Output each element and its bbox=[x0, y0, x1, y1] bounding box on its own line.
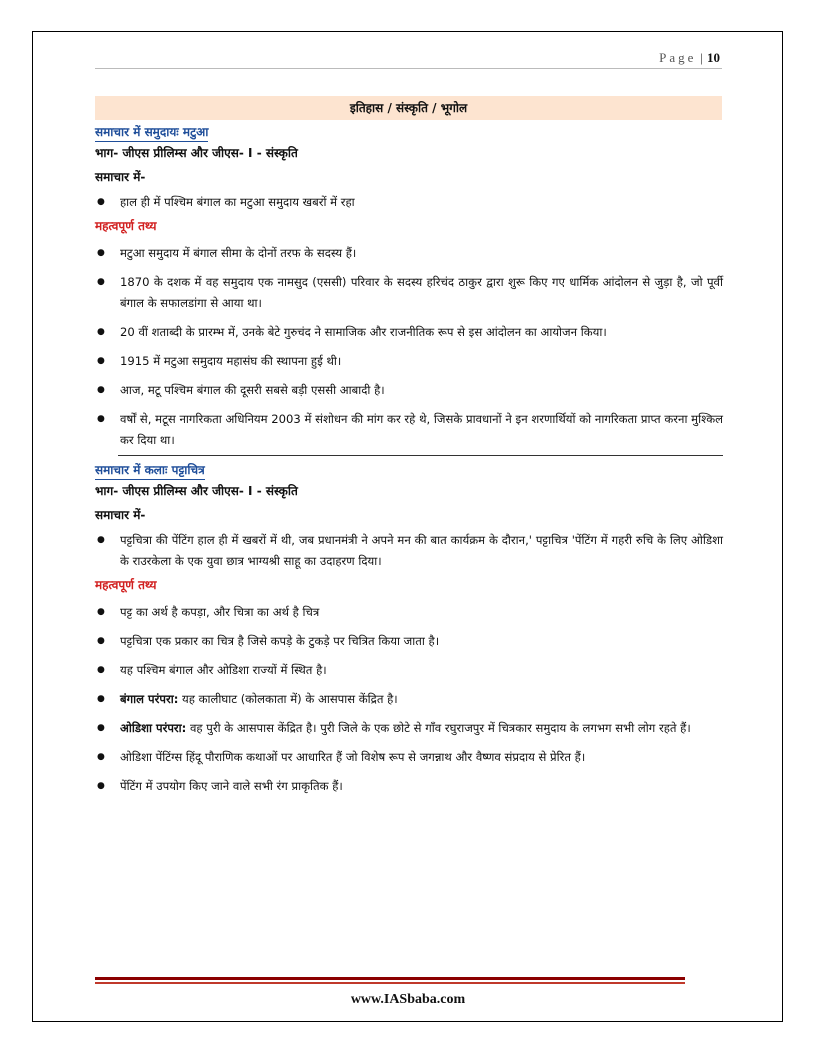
fact-text: यह पश्चिम बंगाल और ओडिशा राज्यों में स्थित है। bbox=[120, 663, 327, 677]
section-part: भाग- जीएस प्रीलिम्स और जीएस- I - संस्कृति bbox=[95, 484, 298, 498]
section-matua bbox=[95, 123, 723, 451]
fact-text: ओडिशा पेंटिंग्स हिंदू पौराणिक कथाओं पर आधारित हैं जो विशेष रूप से जगन्नाथ और वैष्णव संप्रदाय से प्रेरित हैं। bbox=[120, 750, 586, 764]
header-divider bbox=[95, 68, 722, 69]
fact-bold: ओडिशा परंपरा: bbox=[120, 721, 187, 735]
news-label: समाचार में- bbox=[95, 170, 146, 184]
facts-title: महत्वपूर्ण तथ्य bbox=[95, 578, 157, 592]
footer-rule-light bbox=[95, 982, 685, 984]
footer-rule bbox=[95, 977, 685, 984]
facts-title: महत्वपूर्ण तथ्य bbox=[95, 219, 157, 233]
fact-text: पट्ट का अर्थ है कपड़ा, और चित्रा का अर्थ है चित्र bbox=[120, 605, 320, 619]
fact-item: ● 20 वीं शताब्दी के प्रारम्भ में, उनके बेटे गुरुचंद ने सामाजिक और राजनीतिक रूप से इस आंदोलन का आयोजन किया। bbox=[95, 322, 723, 343]
fact-item bbox=[95, 718, 723, 739]
fact-item bbox=[95, 602, 723, 623]
section-part: भाग- जीएस प्रीलिम्स और जीएस- I - संस्कृति bbox=[95, 146, 298, 160]
header-separator: | bbox=[700, 50, 703, 65]
page-number: 10 bbox=[707, 50, 720, 65]
facts-list bbox=[95, 602, 723, 797]
news-label: समाचार में- bbox=[95, 508, 146, 522]
fact-bold: बंगाल परंपरा: bbox=[120, 692, 179, 706]
news-item: ● पट्टचित्रा की पेंटिंग हाल ही में खबरों में थी, जब प्रधानमंत्री ने अपने मन की बात कार्यक्रम के दौरान,' पट्टाचित्र 'पेंटिंग में गहरी रुचि के लिए ओडिशा के राउरकेला के एक युवा छात्र भाग्यश्री साहू का उदाहरण दिया। bbox=[95, 530, 723, 572]
fact-item: ● 1870 के दशक में वह समुदाय एक नामसुद (एससी) परिवार के सदस्य हरिचंद ठाकुर द्वारा शुरू किए गए धार्मिक आंदोलन से जुड़ा है, जो पूर्वी बंगाल के सफालडांगा से आया था। bbox=[95, 272, 723, 314]
section-heading: समाचार में समुदायः मटुआ bbox=[95, 124, 208, 142]
fact-text: यह कालीघाट (कोलकाता में) के आसपास केंद्रित है। bbox=[178, 692, 398, 706]
section-divider bbox=[118, 455, 723, 456]
facts-list bbox=[95, 243, 723, 451]
fact-item: ● आज, मटू पश्चिम बंगाल की दूसरी सबसे बड़ी एससी आबादी है। bbox=[95, 380, 723, 401]
section-pattachitra bbox=[95, 461, 723, 797]
news-list bbox=[95, 530, 723, 572]
fact-item bbox=[95, 776, 723, 797]
fact-item: ● मटुआ समुदाय में बंगाल सीमा के दोनों तरफ के सदस्य हैं। bbox=[95, 243, 723, 264]
main-content bbox=[95, 123, 723, 801]
news-list bbox=[95, 192, 723, 213]
fact-item: ● 1915 में मटुआ समुदाय महासंघ की स्थापना हुई थी। bbox=[95, 351, 723, 372]
fact-item bbox=[95, 631, 723, 652]
fact-text: पट्टचित्रा एक प्रकार का चित्र है जिसे कपड़े के टुकड़े पर चित्रित किया जाता है। bbox=[120, 634, 440, 648]
section-banner: इतिहास / संस्कृति / भूगोल bbox=[95, 96, 722, 120]
page-header bbox=[659, 50, 720, 66]
fact-item bbox=[95, 689, 723, 710]
fact-text: वह पुरी के आसपास केंद्रित है। पुरी जिले के एक छोटे से गाँव रघुराजपुर में चित्रकार समुदाय के लगभग सभी लोग रहते हैं। bbox=[186, 721, 691, 735]
news-item: ● हाल ही में पश्चिम बंगाल का मटुआ समुदाय खबरों में रहा bbox=[95, 192, 723, 213]
fact-item: ● वर्षों से, मटूस नागरिकता अधिनियम 2003 में संशोधन की मांग कर रहे थे, जिसके प्रावधानों ने इन शरणार्थियों को नागरिकता प्राप्त करना मुश्किल कर दिया था। bbox=[95, 409, 723, 451]
fact-item bbox=[95, 747, 723, 768]
page-label: Page bbox=[659, 50, 697, 65]
footer-url[interactable]: www.IASbaba.com bbox=[350, 992, 466, 1007]
section-heading: समाचार में कलाः पट्टाचित्र bbox=[95, 462, 205, 480]
fact-text: पेंटिंग में उपयोग किए जाने वाले सभी रंग प्राकृतिक हैं। bbox=[120, 779, 343, 793]
fact-item bbox=[95, 660, 723, 681]
